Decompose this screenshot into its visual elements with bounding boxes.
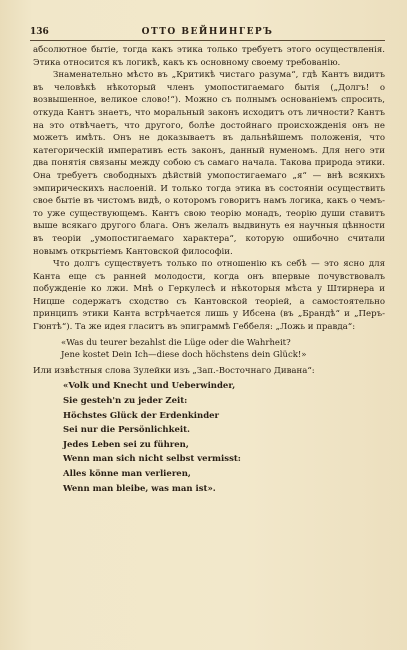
paragraph: Что долгъ существуетъ только по отношенію къ себѣ — это ясно для Канта еще съ ранней молодости, когда онъ впервые почувствовалъ побужденіе ко лжи. Мнѣ о Геркулесѣ и нѣкоторыя мѣста у Штирнера и Ницше содержатъ сходство съ Кантовской теоріей, а самостоятельно принципъ этики Канта встрѣчается лишь у Ибсена (въ „Брандѣ“ и „Перъ-Гюнтѣ“). Та же идея гласитъ въ эпиграммѣ Геббеля: „Ложь и правда“:	[33, 259, 385, 333]
verse-line: Wenn man sich nicht selbst vermisst:	[63, 454, 241, 465]
verse-line: «Volk und Knecht und Ueberwinder,	[63, 381, 236, 392]
verse-line: Höchstes Glück der Erdenkinder	[63, 410, 220, 421]
verse-line: Jene kostet Dein Ich—diese doch höchstens dein Glück!»	[61, 350, 307, 361]
running-title: ОТТО ВЕЙНИНГЕРЪ	[141, 27, 274, 37]
header-rule	[30, 40, 385, 41]
epigram-verse	[61, 337, 385, 362]
verse-line: Wenn man bleibe, was man ist».	[63, 483, 216, 494]
verse-caption: Или извѣстныя слова Зулейки изъ „Зап.-Восточнаго Дивана“:	[33, 365, 315, 376]
page-number: 136	[30, 27, 49, 37]
verse-line: «Was du teurer bezahlst die Lüge oder die Wahrheit?	[61, 337, 291, 348]
verse-line: Sie gesteh'n zu jeder Zeit:	[63, 396, 188, 407]
verse-line: Sei nur die Persönlichkeit.	[63, 425, 190, 436]
page-body	[33, 44, 385, 644]
page-header	[30, 26, 385, 38]
paragraph: абсолютное бытіе, тогда какъ этика только требуетъ этого осуществленія. Этика относится къ логикѣ, какъ къ основному своему требованію.	[33, 45, 385, 68]
verse-line: Jedes Leben sei zu führen,	[63, 439, 189, 450]
divan-verse	[63, 379, 385, 496]
verse-line: Alles könne man verlieren,	[63, 469, 191, 479]
paragraph: Знаменательно мѣсто въ „Критикѣ чистаго разума“, гдѣ Кантъ видитъ въ человѣкѣ нѣкоторый членъ умопостигаемаго бытія („Долгъ! о возвышенное, великое слово!“). Можно съ полнымъ основаніемъ спросить, откуда Кантъ знаетъ, что моральный законъ исходитъ отъ личности? Кантъ на это отвѣчаетъ, что другого, болѣе достойнаго происхожденія онъ не можетъ имѣть. Онъ не доказываетъ въ дальнѣйшемъ положенія, что категорическій императивъ есть законъ, данный нуменомъ. Для него эти два понятія связаны между собою съ самаго начала. Такова природа этики. Она требуетъ свободныхъ дѣйствій умопостигаемаго „я“ — внѣ всякихъ эмпирическихъ наслоеній. И только тогда этика въ состояніи осуществить свое бытіе въ чистомъ видѣ, о которомъ говоритъ намъ логика, какъ о чемъ-то уже существующемъ. Кантъ свою теорію монадъ, теорію души ставитъ выше всякаго другого блага. Онъ желалъ выдвинуть ея научныя цѣнности въ теоріи „умопостигаемаго характера“, которую ошибочно считали новымъ открытіемъ Кантовской философіи.	[33, 70, 385, 257]
